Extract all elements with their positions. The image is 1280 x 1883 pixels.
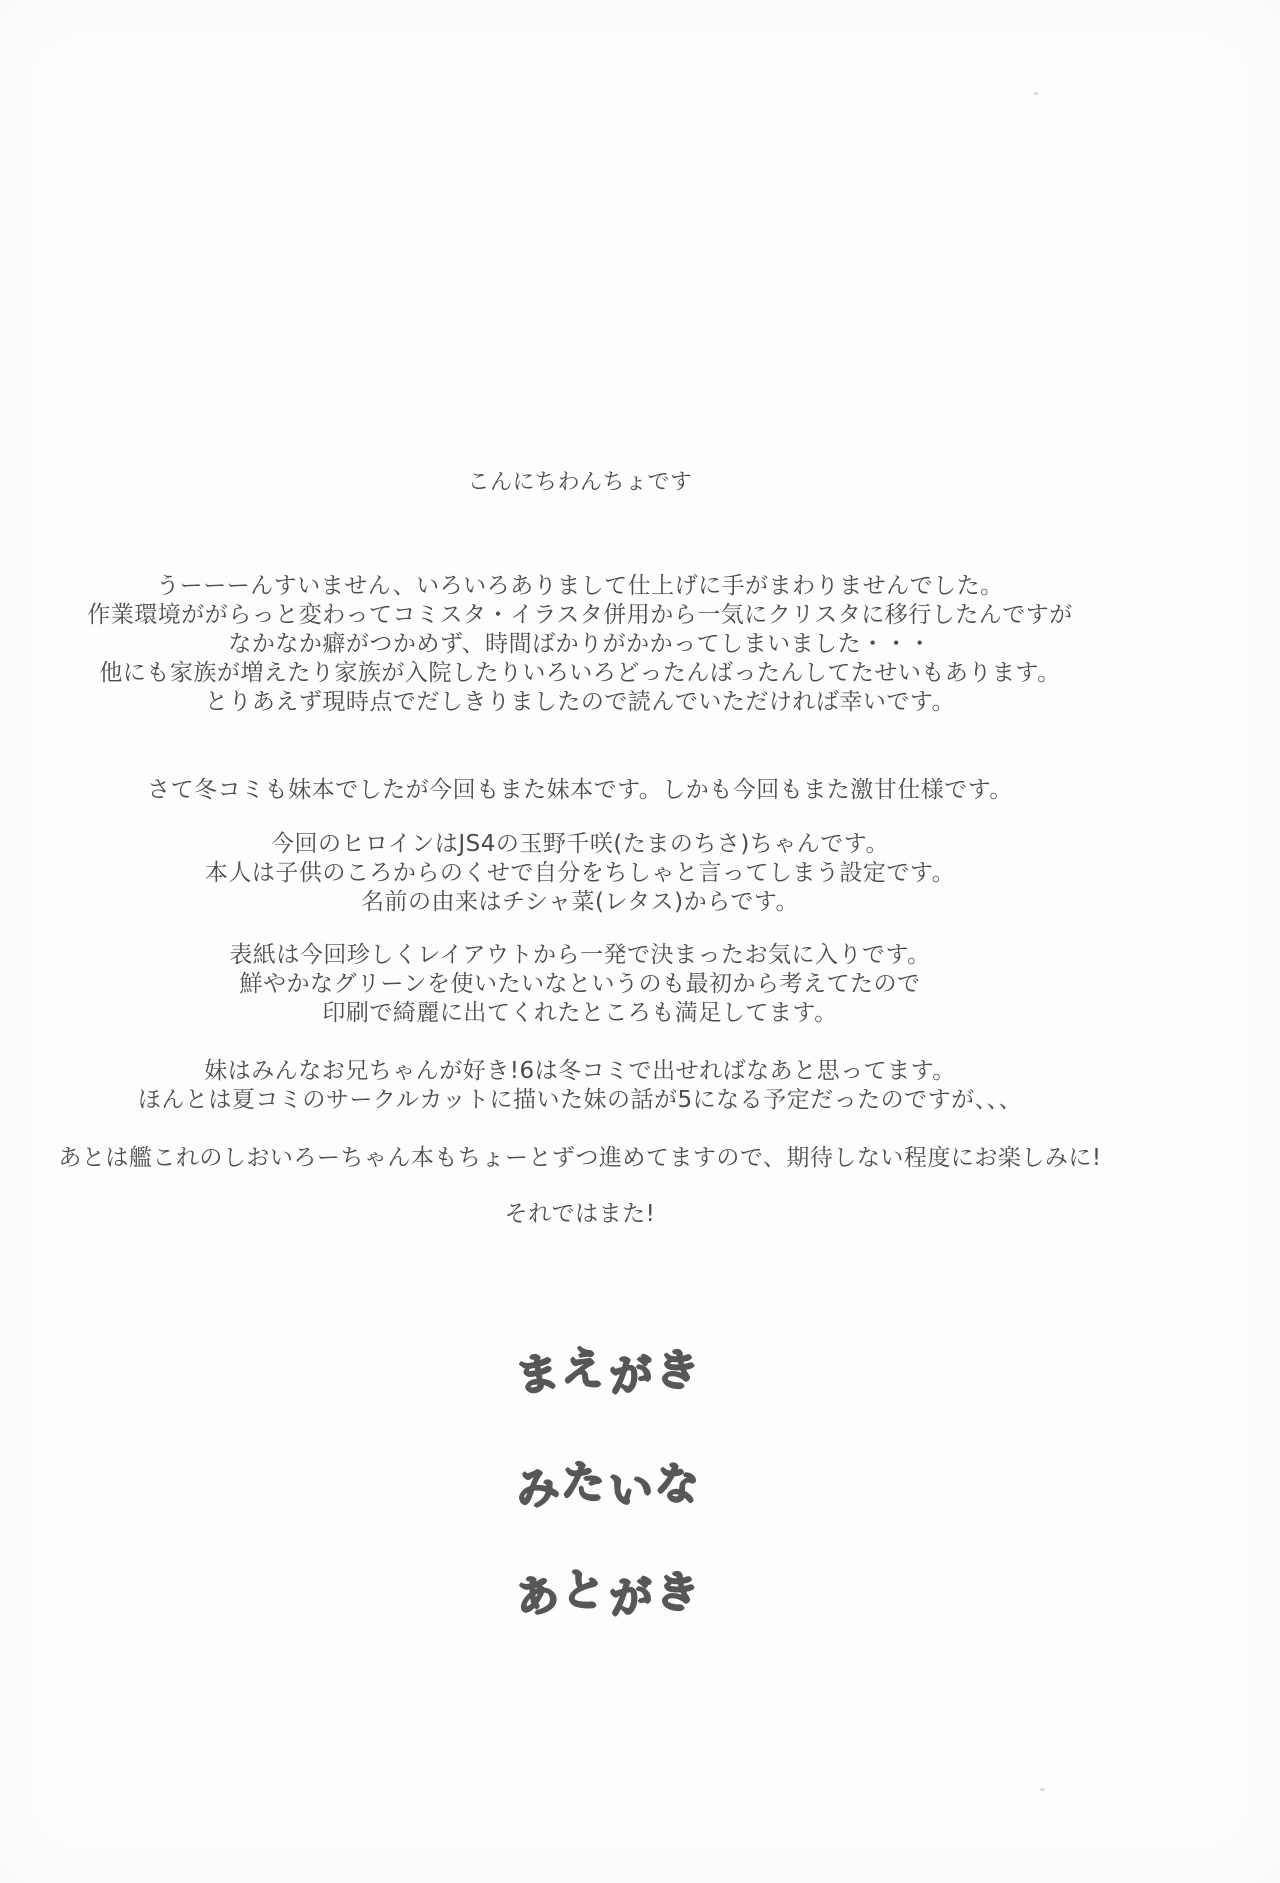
- scan-speck: [1040, 1788, 1045, 1791]
- stylized-char: い: [607, 1463, 655, 1517]
- stylized-title-mitaina: [2, 1452, 1212, 1517]
- paragraph-next-book: [2, 1057, 1158, 1115]
- paragraph-kancolle: [2, 1144, 1158, 1173]
- paragraph-apology: [2, 572, 1158, 717]
- greeting-line: こんにちわんちょです: [467, 470, 693, 495]
- paragraph-imouto-bon: [2, 776, 1158, 805]
- stylized-title-maegaki: [2, 1338, 1212, 1403]
- stylized-char: な: [651, 1456, 703, 1514]
- text-line: 妹はみんなお兄ちゃんが好き!6は冬コミで出せればなあと思ってます。: [204, 1058, 956, 1084]
- text-line: 本人は子供のころからのくせで自分をちしゃと言ってしまう設定です。: [204, 860, 956, 886]
- text-line: とりあえず現時点でだしきりましたので読んでいただければ幸いです。: [204, 689, 956, 715]
- stylized-char: え: [559, 1341, 608, 1397]
- paragraph-cover: [2, 941, 1158, 1028]
- text-line: さて冬コミも妹本でしたが今回もまた妹本です。しかも今回もまた激甘仕様です。: [147, 777, 1013, 803]
- text-line: あとは艦これのしおいろーちゃん本もちょーとずつ進めてますので、期待しない程度にお楽しみに!: [58, 1145, 1102, 1171]
- stylized-char: み: [512, 1461, 563, 1517]
- stylized-char: き: [651, 1564, 703, 1622]
- stylized-title-atogaki: [2, 1560, 1212, 1625]
- stylized-char: が: [607, 1571, 655, 1625]
- paragraph-farewell: [2, 1200, 1158, 1229]
- text-line: うーーーんすいません、いろいろありまして仕上げに手がまわりませんでした。: [156, 573, 1004, 599]
- text-line: なかなか癖がつかめず、時間ばかりがかかってしまいました・・・: [228, 631, 932, 657]
- text-line: 鮮やかなグリーンを使いたいなというのも最初から考えてたので: [239, 971, 921, 997]
- scan-speck: [1034, 92, 1038, 95]
- text-line: それではまた!: [504, 1201, 656, 1227]
- stylized-char: あ: [512, 1569, 563, 1625]
- text-line: 他にも家族が増えたり家族が入院したりいろいろどったんばったんしてたせいもあります。: [99, 660, 1061, 686]
- stylized-char: ま: [512, 1347, 563, 1403]
- text-line: ほんとは夏コミのサークルカットに描いた妹の話が5になる予定だったのですが、、、: [137, 1087, 1023, 1113]
- text-line: 印刷で綺麗に出てくれたところも満足してます。: [322, 1000, 838, 1026]
- text-line: 作業環境ががらっと変わってコミスタ・イラスタ併用から一気にクリスタに移行したんですが: [87, 602, 1073, 628]
- stylized-char: と: [559, 1563, 608, 1619]
- stylized-char: き: [651, 1342, 703, 1400]
- text-line: 名前の由来はチシャ菜(レタス)からです。: [360, 889, 800, 915]
- paragraph-heroine: [2, 830, 1158, 917]
- text-line: 表紙は今回珍しくレイアウトから一発で決まったお気に入りです。: [229, 942, 931, 968]
- stylized-char: た: [559, 1455, 608, 1511]
- text-line: 今回のヒロインはJS4の玉野千咲(たまのちさ)ちゃんです。: [271, 831, 889, 857]
- stylized-char: が: [607, 1349, 655, 1403]
